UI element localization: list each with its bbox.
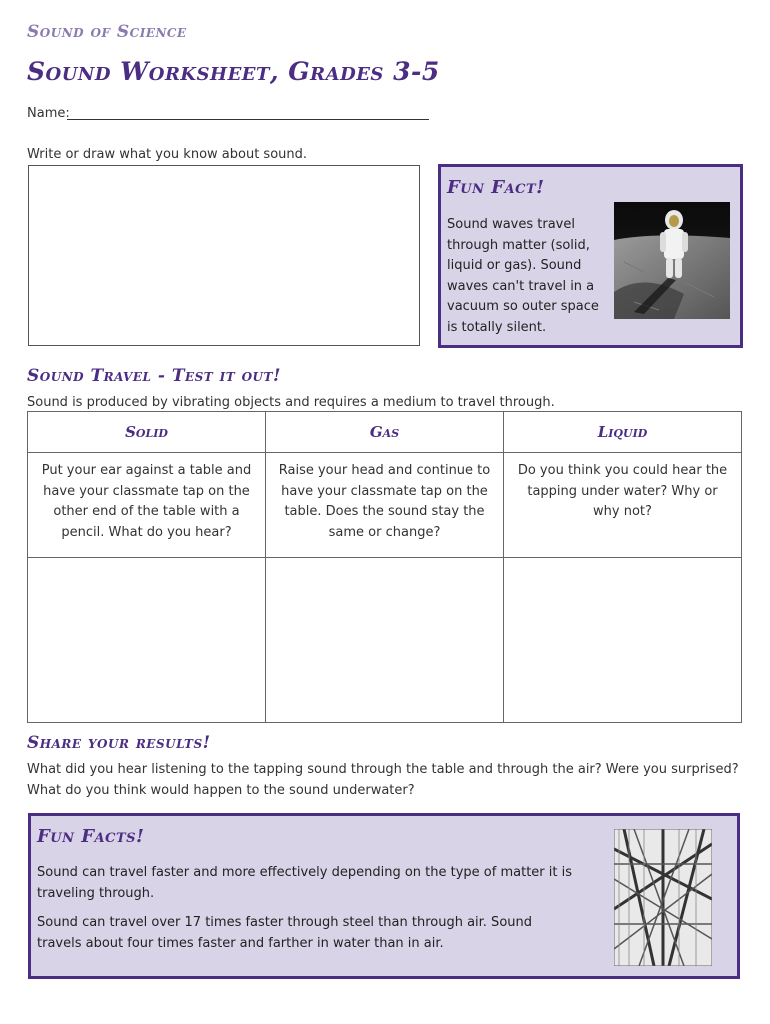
astronaut-photo-icon xyxy=(614,202,730,319)
question-liquid: Do you think you could hear the tapping under water? Why or why not? xyxy=(504,453,742,558)
fun-fact-2: Sound can travel over 17 times faster through steel than through air. Sound travels about four times faster and farther in water than in air. xyxy=(37,915,532,951)
fun-facts-box xyxy=(28,813,740,979)
draw-prompt: Write or draw what you know about sound. xyxy=(27,147,308,162)
column-header-gas: Gas xyxy=(266,412,504,453)
answer-liquid[interactable] xyxy=(504,558,742,723)
table-header-row xyxy=(28,412,742,453)
question-solid: Put your ear against a table and have your classmate tap on the other end of the table with a pencil. What do you hear? xyxy=(28,453,266,558)
fun-fact-1: Sound can travel faster and more effectively depending on the type of matter it is traveling through. xyxy=(37,865,572,901)
name-label: Name: xyxy=(27,106,70,121)
column-header-liquid: Liquid xyxy=(504,412,742,453)
answer-solid[interactable] xyxy=(28,558,266,723)
sound-travel-description: Sound is produced by vibrating objects and requires a medium to travel through. xyxy=(27,395,555,410)
draw-area[interactable] xyxy=(28,165,420,346)
fun-fact-title: Fun Fact! xyxy=(447,177,545,198)
sound-travel-title: Sound Travel - Test it out! xyxy=(27,366,281,386)
table-row xyxy=(28,558,742,723)
sound-travel-table xyxy=(27,411,742,723)
steel-structure-photo-icon xyxy=(614,829,712,966)
answer-gas[interactable] xyxy=(266,558,504,723)
page-title: Sound Worksheet, Grades 3-5 xyxy=(27,57,440,86)
fun-fact-text: Sound waves travel through matter (solid, liquid or gas). Sound waves can't travel in a vacuum so outer space is totally silent. xyxy=(447,217,599,335)
header-subtitle: Sound of Science xyxy=(27,22,187,42)
name-field[interactable] xyxy=(67,119,429,120)
share-results-title: Share your results! xyxy=(27,733,211,753)
column-header-solid: Solid xyxy=(28,412,266,453)
fun-facts-title: Fun Facts! xyxy=(37,826,145,847)
fun-fact-box xyxy=(438,164,743,348)
table-row xyxy=(28,453,742,558)
share-results-text: What did you hear listening to the tapping sound through the table and through the air? Were you surprised? What do you think would happen to the sound underwater? xyxy=(27,762,739,798)
question-gas: Raise your head and continue to have your classmate tap on the table. Does the sound stay the same or change? xyxy=(266,453,504,558)
